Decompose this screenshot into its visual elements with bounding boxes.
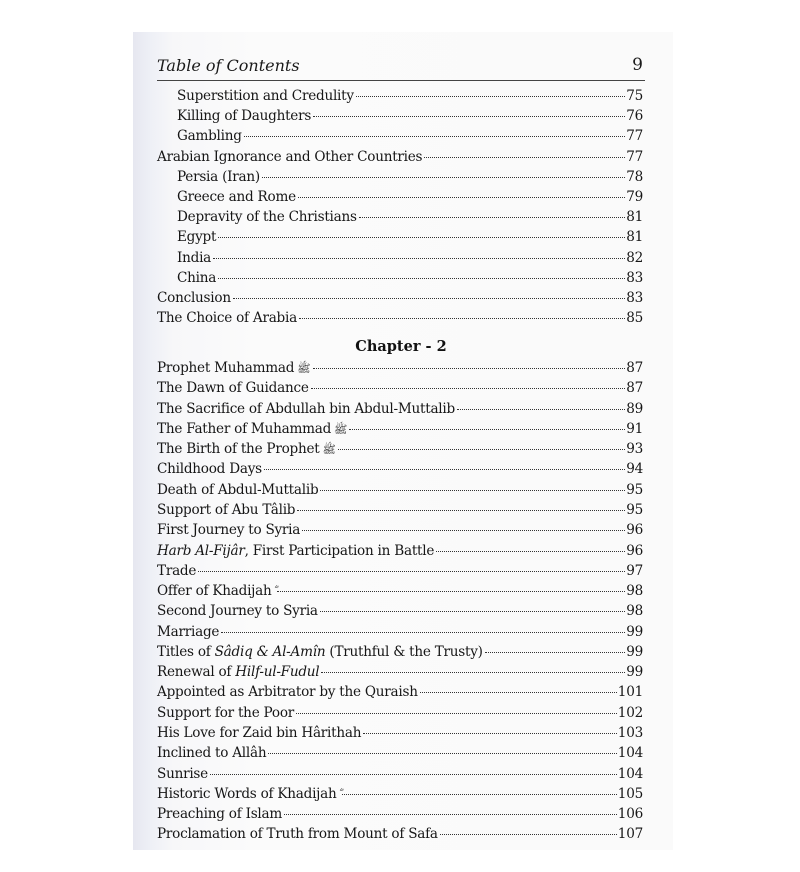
toc-entry bbox=[157, 522, 643, 542]
toc-entry-page: 101 bbox=[617, 684, 643, 701]
toc-entry-title bbox=[157, 786, 337, 802]
dot-leader bbox=[420, 692, 617, 693]
toc-entry-title bbox=[177, 250, 211, 266]
toc-entry-page: 94 bbox=[626, 461, 643, 478]
toc-entry-title-text: Inclined to Allâh bbox=[157, 745, 267, 762]
toc-entry-page: 83 bbox=[626, 269, 643, 286]
toc-entry-page: 87 bbox=[626, 380, 643, 397]
toc-entry bbox=[177, 250, 643, 270]
toc-entry-title-text: His Love for Zaid bin Hârithah bbox=[157, 725, 362, 742]
toc-entry bbox=[177, 88, 643, 108]
toc-entry-title bbox=[177, 270, 216, 286]
dot-leader bbox=[213, 258, 625, 259]
toc-entry-page: 99 bbox=[626, 664, 643, 681]
toc-entry-title-text: Depravity of the Christians bbox=[177, 209, 357, 226]
toc-entry-title-text: Second Journey to Syria bbox=[157, 603, 318, 620]
dot-leader bbox=[297, 510, 625, 511]
toc-entry bbox=[157, 624, 643, 644]
toc-entry bbox=[177, 270, 643, 290]
toc-entry-title-text: India bbox=[177, 249, 212, 266]
toc-entry bbox=[157, 644, 643, 664]
toc-entry bbox=[157, 421, 643, 441]
dot-leader bbox=[338, 449, 625, 450]
toc-entry bbox=[157, 705, 643, 725]
toc-entry bbox=[157, 149, 643, 169]
toc-entry-page: 77 bbox=[626, 128, 643, 145]
dot-leader bbox=[436, 551, 625, 552]
toc-entry-title bbox=[177, 108, 311, 124]
toc-entry bbox=[157, 401, 643, 421]
toc-entry-title bbox=[157, 806, 282, 822]
toc-entry-title bbox=[157, 380, 309, 396]
toc-entry-page: 99 bbox=[626, 643, 643, 660]
honorific-symbol-icon: ﷺ bbox=[322, 443, 336, 457]
toc-entry-title-italic: Harb Al-Fijâr bbox=[157, 542, 245, 559]
toc-entry-title-text: The Sacrifice of Abdullah bin Abdul-Muttalib bbox=[157, 400, 455, 417]
dot-leader bbox=[313, 116, 625, 117]
toc-entry-title bbox=[177, 189, 296, 205]
toc-entry bbox=[157, 310, 643, 330]
toc-entry-title bbox=[157, 522, 300, 538]
dot-leader bbox=[302, 530, 625, 531]
toc-entry-page: 98 bbox=[626, 583, 643, 600]
dot-leader bbox=[298, 197, 625, 198]
toc-entry bbox=[177, 189, 643, 209]
toc-entry-page: 105 bbox=[617, 785, 643, 802]
toc-entry-page: 78 bbox=[626, 168, 643, 185]
toc-entry bbox=[177, 209, 643, 229]
toc-entry bbox=[157, 543, 643, 563]
toc-entry-page: 102 bbox=[617, 704, 643, 721]
dot-leader bbox=[363, 733, 617, 734]
dot-leader bbox=[264, 469, 625, 470]
toc-entry-title-text: Superstition and Credulity bbox=[177, 88, 354, 104]
toc-entry bbox=[157, 482, 643, 502]
toc-entry-title bbox=[177, 128, 242, 144]
toc-entry-title bbox=[157, 421, 331, 437]
toc-entry-title-text: Gambling bbox=[177, 128, 242, 145]
toc-entry bbox=[177, 229, 643, 249]
toc-entry-title bbox=[157, 664, 319, 680]
toc-entry-page: 93 bbox=[626, 441, 643, 458]
toc-entry-title-text: Killing of Daughters bbox=[177, 108, 312, 125]
toc-entry-title-text: The Choice of Arabia bbox=[157, 310, 297, 327]
dot-leader bbox=[198, 571, 625, 572]
toc-entry-title bbox=[157, 360, 294, 376]
toc-entry-page: 107 bbox=[617, 826, 643, 843]
toc-entry-title bbox=[157, 502, 295, 518]
toc-entry bbox=[157, 290, 643, 310]
toc-entry-title-text: Marriage bbox=[157, 623, 220, 640]
toc-entry bbox=[157, 745, 643, 765]
toc-entry-title bbox=[177, 229, 216, 245]
dot-leader bbox=[424, 157, 625, 158]
dot-leader bbox=[262, 177, 625, 178]
toc-entry-page: 75 bbox=[626, 88, 643, 104]
toc-entry-title bbox=[157, 766, 208, 782]
toc-entry-title-text: Support for the Poor bbox=[157, 704, 295, 721]
toc-entry-title bbox=[177, 169, 260, 185]
toc-entry-page: 95 bbox=[626, 501, 643, 518]
toc-entry-page: 96 bbox=[626, 542, 643, 559]
toc-entry-title-text: Greece and Rome bbox=[177, 189, 296, 205]
toc-entry bbox=[157, 461, 643, 481]
toc-entry-title-prefix: Renewal of bbox=[157, 664, 236, 681]
toc-entry-title-text: The Birth of the Prophet bbox=[157, 441, 320, 458]
dot-leader bbox=[210, 774, 617, 775]
toc-entry-title bbox=[177, 88, 354, 104]
toc-entry-title-text: Sunrise bbox=[157, 765, 208, 782]
toc-entry-title-text: The Father of Muhammad bbox=[157, 420, 332, 437]
toc-entry-page: 77 bbox=[626, 148, 643, 165]
toc-entry-page: 85 bbox=[626, 310, 643, 327]
dot-leader bbox=[321, 672, 625, 673]
toc-entry-title bbox=[157, 644, 483, 660]
toc-entry-title-text: China bbox=[177, 269, 217, 286]
dot-leader bbox=[313, 368, 626, 369]
toc-entry-title-text: Persia (Iran) bbox=[177, 168, 260, 185]
toc-entry-page: 89 bbox=[626, 400, 643, 417]
toc-entry-title bbox=[157, 705, 294, 721]
toc-entry bbox=[157, 786, 643, 806]
toc-entry-page: 104 bbox=[617, 745, 643, 762]
toc-entry-title bbox=[157, 725, 361, 741]
dot-leader bbox=[349, 429, 625, 430]
toc-entry-title-text: Trade bbox=[157, 562, 197, 579]
toc-entry-title bbox=[157, 149, 422, 165]
toc-entry-title bbox=[157, 826, 438, 842]
dot-leader bbox=[311, 388, 626, 389]
dot-leader bbox=[218, 278, 625, 279]
dot-leader bbox=[320, 611, 625, 612]
toc-entry bbox=[157, 502, 643, 522]
toc-entry bbox=[157, 603, 643, 623]
chapter-heading: Chapter - 2 bbox=[355, 338, 447, 355]
toc-entry-page: 96 bbox=[626, 522, 643, 539]
toc-entry bbox=[157, 766, 643, 786]
toc-entry bbox=[177, 128, 643, 148]
dot-leader bbox=[284, 814, 617, 815]
toc-entry-title-text: The Dawn of Guidance bbox=[157, 380, 309, 397]
toc-entry-page: 95 bbox=[626, 481, 643, 498]
toc-entry-title-text: Childhood Days bbox=[157, 461, 262, 478]
toc-entry-title-prefix: Titles of bbox=[157, 643, 215, 660]
toc-entry bbox=[157, 826, 643, 846]
toc-entry-title-text: Proclamation of Truth from Mount of Safa bbox=[157, 826, 438, 843]
toc-entry-title-text: Offer of Khadijah bbox=[157, 583, 272, 600]
toc-entry-title bbox=[157, 290, 231, 306]
header-title: Table of Contents bbox=[157, 56, 300, 75]
toc-entry-title bbox=[157, 684, 418, 700]
toc-entry-page: 91 bbox=[626, 420, 643, 437]
toc-entry-title bbox=[157, 583, 272, 599]
toc-entry-title-text: Prophet Muhammad bbox=[157, 360, 295, 376]
toc-entry-title-text: Preaching of Islam bbox=[157, 806, 283, 823]
header-page-number: 9 bbox=[632, 55, 643, 75]
dot-leader bbox=[440, 834, 617, 835]
toc-entry-title-text: Egypt bbox=[177, 229, 217, 246]
toc-entry-page: 76 bbox=[626, 108, 643, 125]
toc-entry-page: 87 bbox=[626, 360, 643, 376]
toc-entry-title bbox=[157, 482, 318, 498]
toc-entry-title-text: Support of Abu Tâlib bbox=[157, 501, 296, 518]
toc-entry-title-text: Death of Abdul-Muttalib bbox=[157, 481, 319, 498]
toc-entry-title bbox=[157, 543, 434, 559]
dot-leader bbox=[485, 652, 625, 653]
toc-entry-title bbox=[157, 401, 455, 417]
dot-leader bbox=[320, 490, 625, 491]
honorific-symbol-icon: ﷺ bbox=[334, 422, 348, 436]
toc-entry bbox=[157, 563, 643, 583]
toc-entry-page: 98 bbox=[626, 603, 643, 620]
toc-entry-page: 104 bbox=[617, 765, 643, 782]
toc-entry bbox=[157, 360, 643, 380]
toc-entry-page: 82 bbox=[626, 249, 643, 266]
toc-entry-title bbox=[157, 441, 319, 457]
dot-leader bbox=[457, 409, 625, 410]
toc-entry-title-italic: Sâdiq & Al-Amîn bbox=[214, 643, 326, 660]
toc-entry-page: 106 bbox=[617, 806, 643, 823]
toc-entry-page: 81 bbox=[626, 209, 643, 226]
toc-entry-title bbox=[157, 603, 318, 619]
toc-entry bbox=[157, 664, 643, 684]
toc-entry-title-text: Appointed as Arbitrator by the Quraish bbox=[157, 684, 418, 701]
toc-entry-page: 97 bbox=[626, 562, 643, 579]
toc-entry bbox=[177, 108, 643, 128]
toc-entry-title bbox=[157, 461, 262, 477]
toc-entry-title-text: Conclusion bbox=[157, 290, 231, 306]
toc-entry-page: 81 bbox=[626, 229, 643, 246]
dot-leader bbox=[296, 713, 617, 714]
toc-entry-title-italic: Hilf-ul-Fudul bbox=[235, 664, 320, 681]
toc-entry-title bbox=[177, 209, 357, 225]
toc-entry-title-text: Historic Words of Khadijah bbox=[157, 785, 337, 802]
dot-leader bbox=[221, 632, 625, 633]
dot-leader bbox=[356, 96, 625, 97]
toc-entry-title-text: , First Participation in Battle bbox=[244, 542, 435, 559]
toc-entry bbox=[157, 441, 643, 461]
dot-leader bbox=[233, 298, 625, 299]
toc-entry-title-text: First Journey to Syria bbox=[157, 522, 301, 539]
toc-entry-title-text: Arabian Ignorance and Other Countries bbox=[157, 148, 423, 165]
toc-entry-title bbox=[157, 310, 297, 326]
dot-leader bbox=[244, 136, 625, 137]
toc-entry bbox=[177, 169, 643, 189]
toc-entry bbox=[157, 583, 643, 603]
toc-entry-page: 83 bbox=[626, 290, 643, 306]
toc-entry bbox=[157, 684, 643, 704]
toc-entry bbox=[157, 806, 643, 826]
dot-leader bbox=[268, 753, 616, 754]
toc-entry-page: 99 bbox=[626, 623, 643, 640]
honorific-symbol-icon: ﷺ bbox=[297, 362, 311, 375]
toc-entry-page: 103 bbox=[617, 725, 643, 742]
dot-leader bbox=[218, 237, 625, 238]
toc-entry bbox=[157, 380, 643, 400]
toc-entry-title bbox=[157, 563, 196, 579]
toc-entry-page: 79 bbox=[626, 189, 643, 205]
dot-leader bbox=[299, 318, 625, 319]
dot-leader bbox=[342, 794, 617, 795]
dot-leader bbox=[277, 591, 626, 592]
dot-leader bbox=[359, 217, 625, 218]
toc-entry bbox=[157, 725, 643, 745]
toc-entry-title bbox=[157, 624, 219, 640]
toc-entry-title-text: (Truthful & the Trusty) bbox=[325, 643, 483, 660]
toc-entry-title bbox=[157, 745, 266, 761]
